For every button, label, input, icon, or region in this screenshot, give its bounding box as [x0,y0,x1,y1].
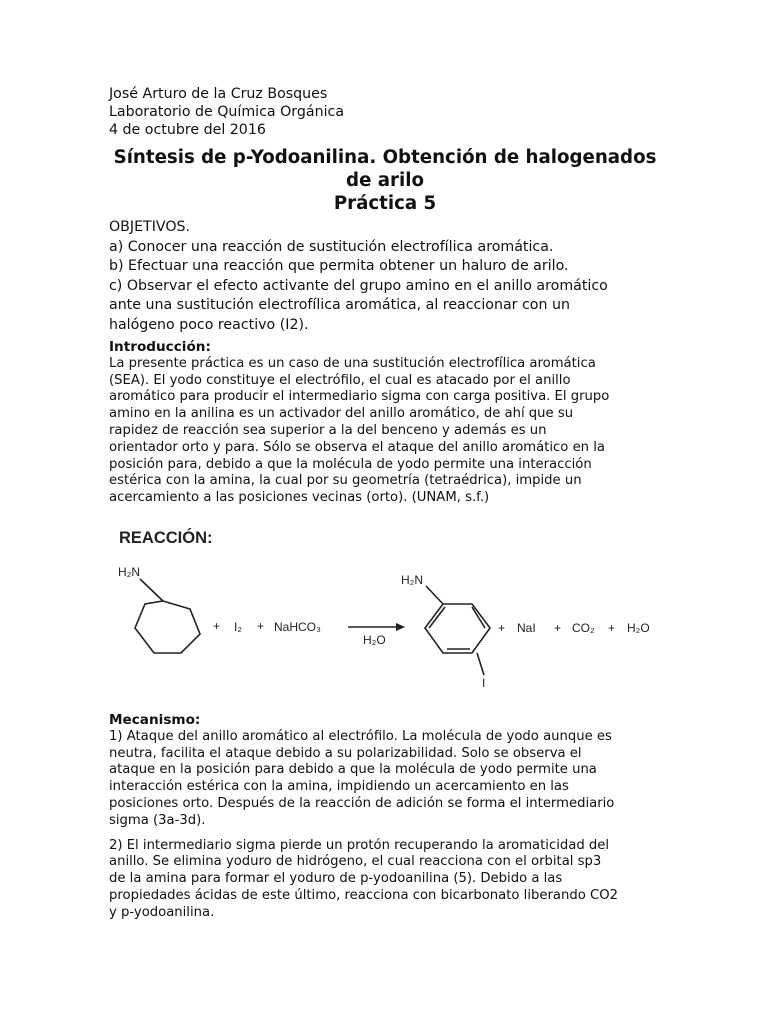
iodine-label: I₂ [234,620,242,634]
product-amine-label: H₂N [401,573,423,587]
reaction-scheme [100,523,670,703]
mechanism-line: posiciones orto. Después de la reacción de adición se forma el intermediario [109,795,615,811]
document-date: 4 de octubre del 2016 [109,122,266,138]
mechanism-line: neutra, facilita el ataque debido a su polarizabilidad. Solo se observa el [109,745,582,761]
mechanism-line: interacción estérica con la amina, impidiendo un acercamiento en las [109,779,569,795]
introduction-line: aromático para producir el intermediario sigma con carga positiva. El grupo [109,389,610,405]
author-name: José Arturo de la Cruz Bosques [109,86,328,102]
mechanism-line: de la amina para formar el yoduro de p-yodoanilina (5). Debido a las [109,871,563,887]
introduction-line: rapidez de reacción sea superior a la del benceno y además es un [109,422,547,438]
mechanism-line: y p-yodoanilina. [109,904,215,920]
objectives-heading: OBJETIVOS. [109,219,191,235]
plus-sign: + [498,621,506,635]
paragraph-spacer [109,830,679,838]
introduction-line: estérica con la amina, la cual por su geometría (tetraédrica), impide un [109,473,582,489]
introduction-line: acercamiento a las posiciones vecinas (orto). (UNAM, s.f.) [109,490,490,506]
title-line-2: de arilo [346,170,424,191]
sodium-iodide-label: NaI [517,621,536,635]
title-line-1: Síntesis de p-Yodoanilina. Obtención de halogenados [113,147,657,168]
mechanism-line: anillo. Se elimina yoduro de hidrógeno, el cual reacciona con el orbital sp3 [109,854,602,870]
mechanism-line: 2) El intermediario sigma pierde un protón recuperando la aromaticidad del [109,837,610,853]
objective-item: b) Efectuar una reacción que permita obtener un haluro de arilo. [109,258,569,274]
objective-item: ante una sustitución electrofílica aromática, al reaccionar con un [109,297,570,313]
water-label: H₂O [627,621,650,635]
introduction-line: orientador orto y para. Sólo se observa el ataque del anillo aromático en la [109,439,605,455]
introduction-line: La presente práctica es un caso de una sustitución electrofílica aromática [109,355,596,371]
reaction-arrow [348,623,405,631]
objectives-section [109,218,669,335]
plus-sign: + [257,619,265,633]
bicarbonate-label: NaHCO₃ [274,620,321,634]
objective-item: c) Observar el efecto activante del grupo amino en el anillo aromático [109,277,608,294]
arrow-condition-label: H₂O [363,633,386,647]
mechanism-line: ataque en la posición para debido a que la molécula de yodo permite una [109,762,597,778]
mechanism-line: sigma (3a-3d). [109,812,206,828]
objective-item: halógeno poco reactivo (I2). [109,316,309,333]
document-header [109,85,344,139]
reaction-figure [100,523,670,703]
introduction-section [109,339,669,507]
iodo-substituent-label: I [482,676,486,690]
objective-item: a) Conocer una reacción de sustitución electrofílica aromática. [109,238,554,255]
benzene-ring-reactant [135,579,200,653]
reactant-amine-label: H₂N [118,565,140,579]
carbon-dioxide-label: CO₂ [572,621,595,635]
plus-sign: + [213,619,221,633]
lab-name: Laboratorio de Química Orgánica [109,104,345,120]
mechanism-line: propiedades ácidas de este último, reacciona con bicarbonato liberando CO2 [109,887,618,903]
benzene-ring-product [425,586,490,675]
document-title [100,146,670,215]
title-line-3: Práctica 5 [333,193,437,214]
reaction-heading: REACCIÓN: [119,529,213,547]
introduction-line: amino en la anilina es un activador del anillo aromático, de ahí que su [109,406,574,422]
plus-sign: + [608,621,616,635]
introduction-line: (SEA). El yodo constituye el electrófilo, el cual es atacado por el anillo [109,372,571,388]
mechanism-section [109,712,679,922]
introduction-heading: Introducción: [109,339,211,355]
plus-sign: + [554,621,562,635]
mechanism-heading: Mecanismo: [109,712,201,728]
mechanism-line: 1) Ataque del anillo aromático al electrófilo. La molécula de yodo aunque es [109,728,612,744]
introduction-line: posición para, debido a que la molécula de yodo permite una interacción [109,456,592,472]
